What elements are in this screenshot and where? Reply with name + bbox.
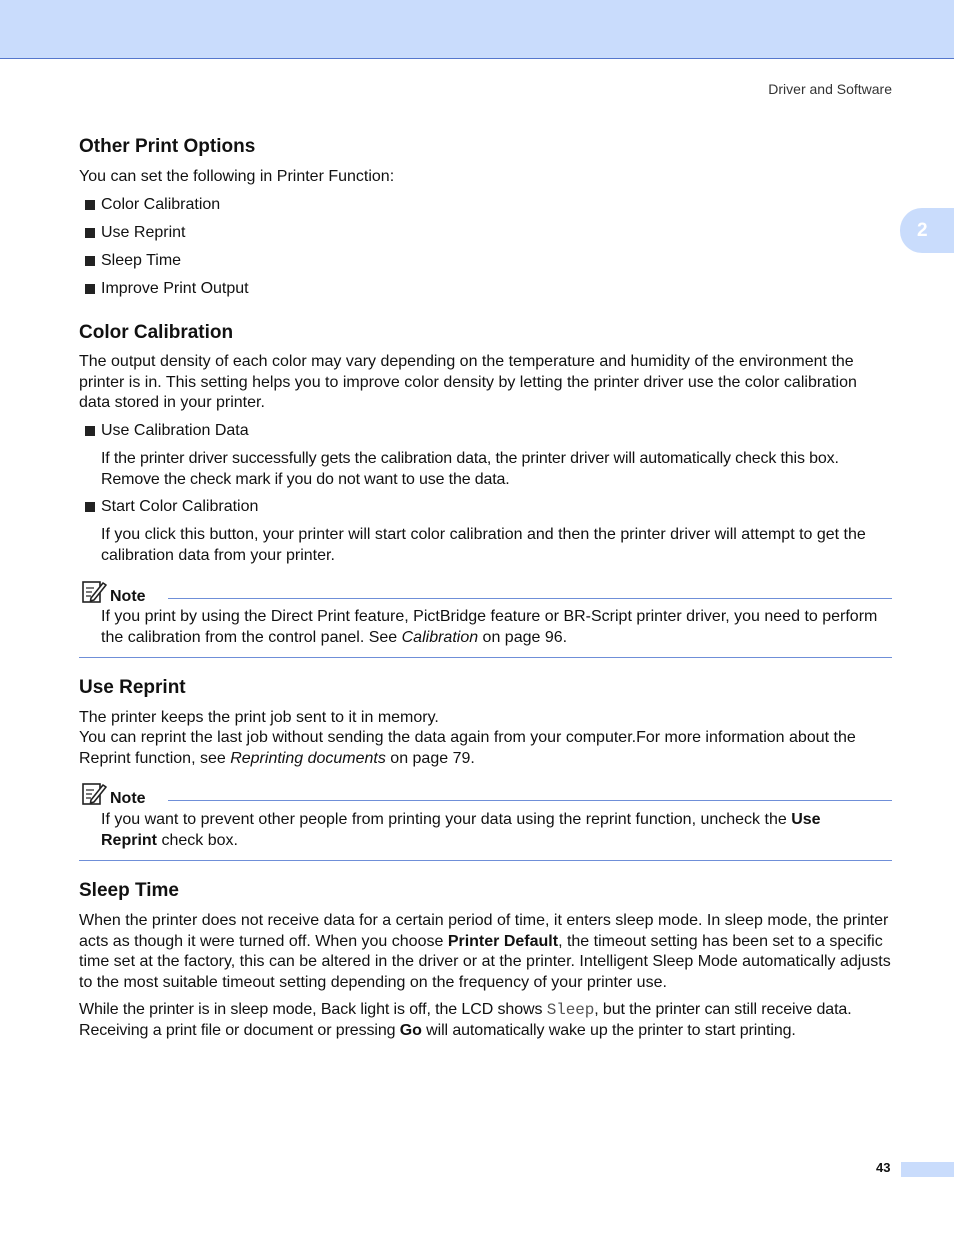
- note-end-rule: [79, 657, 892, 658]
- list-item: Color Calibration: [85, 195, 220, 216]
- list-item: Sleep Time: [85, 251, 181, 272]
- page-number: 43: [876, 1160, 891, 1175]
- note-end-rule: [79, 860, 892, 861]
- note-text-reprint: If you want to prevent other people from printing your data using the reprint function, uncheck the Use Reprint check box.: [101, 811, 821, 849]
- bullet-square-icon: [85, 256, 95, 266]
- chapter-tab: 2: [900, 208, 954, 253]
- intro-paragraph: You can set the following in Printer Function:: [79, 168, 395, 185]
- use-calibration-data-description: If the printer driver successfully gets the calibration data, the printer driver will automatically check this box. Remove the check mark if you do not want to use the data.: [101, 450, 839, 488]
- note-header: [79, 579, 892, 607]
- start-color-calibration-description: If you click this button, your printer will start color calibration and then the printer driver will attempt to get the calibration data from your printer.: [101, 526, 866, 564]
- use-reprint-checkbox-label: Use Reprint: [101, 811, 821, 849]
- go-button-label: Go: [399, 1021, 422, 1039]
- use-reprint-line1: The printer keeps the print job sent to it in memory.: [79, 709, 439, 726]
- use-reprint-line2: You can reprint the last job without sending the data again from your computer.For more information about the Reprint function, see Reprinting documents on page 79.: [79, 729, 856, 767]
- note-pencil-icon: [81, 781, 107, 807]
- bullet-square-icon: [85, 228, 95, 238]
- list-item: Improve Print Output: [85, 279, 249, 300]
- section-title-color-calibration: Color Calibration: [79, 322, 234, 343]
- sleep-time-paragraph-1: When the printer does not receive data for a certain period of time, it enters sleep mode. In sleep mode, the printer acts as though it were turned off. When you choose Printer Default, the timeout setting has been set to a specific time set at the factory, this can be altered in the driver or at the printer. Intelligent Sleep Mode automatically adjusts to the most suitable timeout setting depending on the frequency of your printer use.: [79, 912, 891, 991]
- color-calibration-body: The output density of each color may vary depending on the temperature and humidity of the environment the printer is in. This setting helps you to improve color density by letting the printer driver use the color calibration data stored in your printer.: [79, 353, 857, 411]
- reprinting-documents-reference: Reprinting documents: [230, 749, 386, 767]
- section-title-use-reprint: Use Reprint: [79, 677, 186, 698]
- note-pencil-icon: [81, 579, 107, 605]
- bullet-square-icon: [85, 284, 95, 294]
- list-item-start-color-calibration: Start Color Calibration: [85, 497, 258, 518]
- section-title-other-print-options: Other Print Options: [79, 136, 256, 157]
- note-text-calibration: If you print by using the Direct Print feature, PictBridge feature or BR-Script printer driver, you need to perform the calibration from the control panel. See Calibration on page 96.: [101, 608, 878, 646]
- note-label: Note: [110, 588, 146, 605]
- note-divider: [168, 800, 892, 801]
- note-header: [79, 781, 892, 809]
- bullet-square-icon: [85, 502, 95, 512]
- note-label: Note: [110, 790, 146, 807]
- sleep-time-paragraph-2: While the printer is in sleep mode, Back light is off, the LCD shows Sleep, but the printer can still receive data. Receiving a print file or document or pressing Go will automatically wake up the printer to start printing.: [79, 1001, 852, 1039]
- list-item: Use Reprint: [85, 223, 185, 244]
- bullet-square-icon: [85, 426, 95, 436]
- top-color-band: [0, 0, 954, 59]
- calibration-reference: Calibration: [401, 628, 479, 646]
- printer-default-label: Printer Default: [447, 932, 559, 950]
- note-divider: [168, 598, 892, 599]
- section-title-sleep-time: Sleep Time: [79, 880, 179, 901]
- page-number-bar: [901, 1162, 954, 1177]
- list-item-use-calibration-data: Use Calibration Data: [85, 421, 249, 442]
- lcd-sleep-text: Sleep: [546, 1001, 595, 1019]
- bullet-square-icon: [85, 200, 95, 210]
- running-header: Driver and Software: [768, 81, 892, 97]
